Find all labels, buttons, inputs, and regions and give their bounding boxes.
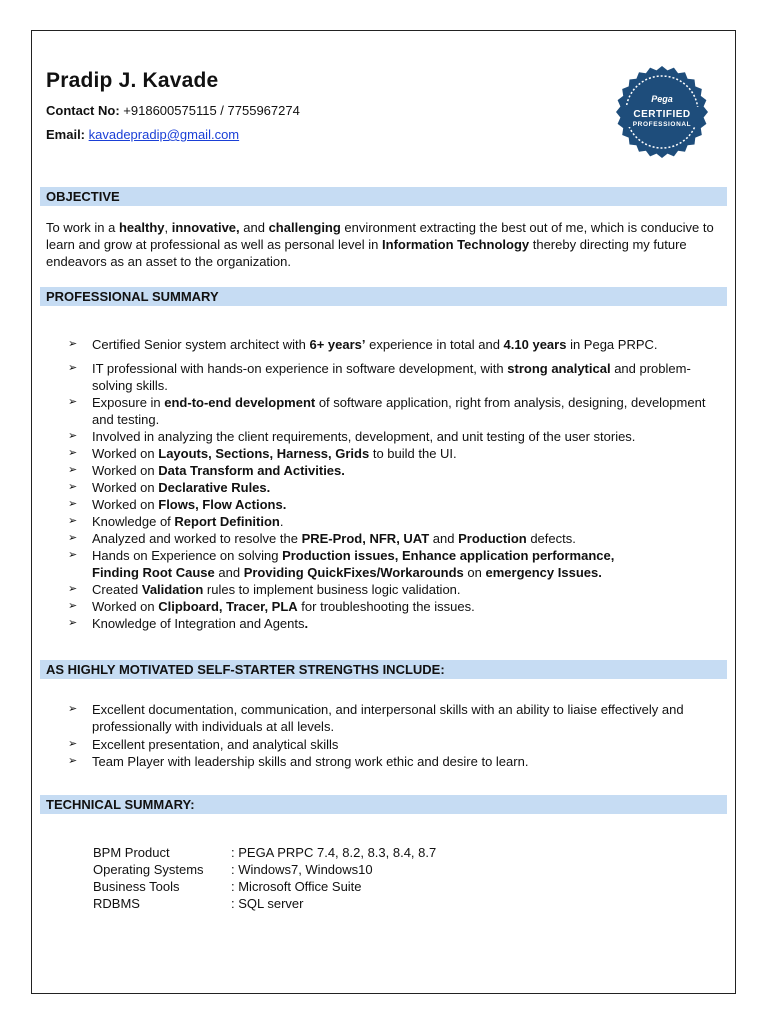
text-segment: Certified Senior system architect with [92,337,310,352]
bold-text: 4.10 years [503,337,567,352]
technical-row [93,895,436,912]
summary-item-text [92,337,658,352]
arrow-bullet-icon: ➢ [68,362,78,374]
summary-item [68,513,720,530]
arrow-bullet-icon: ➢ [68,755,78,767]
summary-item-text [92,395,705,427]
bold-text: healthy [118,220,165,235]
arrow-bullet-icon: ➢ [68,430,78,442]
text-segment: Hands on Experience on solving [92,548,283,563]
text-segment: rules to implement business logic validation. [203,582,461,597]
bold-text: Report Definition [174,514,280,529]
bold-text: Production [458,531,527,546]
bold-text: 6+ years’ [309,337,366,352]
arrow-bullet-icon: ➢ [68,532,78,544]
summary-item-text [92,582,461,597]
text-segment: Knowledge of [92,514,175,529]
bold-text: innovative, [171,220,240,235]
summary-item-text [92,548,614,580]
summary-item [68,445,720,462]
arrow-bullet-icon: ➢ [68,498,78,510]
technical-row [93,844,436,861]
bold-text: . [304,616,309,631]
arrow-bullet-icon: ➢ [68,738,78,750]
summary-item [68,428,720,445]
technical-key: Operating Systems [93,862,204,877]
text-segment: Knowledge of Integration and Agents [92,616,305,631]
badge-line1: CERTIFIED [633,109,691,120]
contact-line [46,103,300,118]
summary-item-text [92,514,283,529]
email-line [46,127,239,142]
technical-key: RDBMS [93,896,140,911]
text-segment: Worked on [92,480,159,495]
objective-heading: OBJECTIVE [40,187,727,206]
bold-text: strong analytical [507,361,611,376]
technical-value: : SQL server [231,896,304,911]
technical-heading: TECHNICAL SUMMARY: [40,795,727,814]
bold-text: end-to-end development [164,395,316,410]
technical-key: BPM Product [93,845,170,860]
contact-number: +918600575115 / 7755967274 [123,103,300,118]
technical-row [93,861,436,878]
arrow-bullet-icon: ➢ [68,481,78,493]
text-segment: Involved in analyzing the client requirements, development, and unit testing of the user stories. [92,429,636,444]
technical-value: : Windows7, Windows10 [231,862,373,877]
summary-item [68,547,720,581]
arrow-bullet-icon: ➢ [68,549,78,561]
bold-text: Declarative Rules. [158,480,271,495]
summary-item-text [92,446,457,461]
text-segment: and problem-solving skills. [92,361,691,393]
text-segment: . [279,514,284,529]
resume-page [31,30,736,994]
summary-item-text [92,497,286,512]
email-link[interactable]: kavadepradip@gmail.com [88,127,240,142]
bold-text: challenging [268,220,341,235]
strength-item-text: Team Player with leadership skills and strong work ethic and desire to learn. [92,754,529,769]
text-segment: for troubleshooting the issues. [297,599,475,614]
text-segment: Worked on [92,599,159,614]
bold-text: Finding Root Cause [92,565,215,580]
summary-item [68,336,720,353]
bold-text: PRE-Prod, NFR, UAT [301,531,430,546]
summary-item-text [92,429,635,444]
text-segment: Worked on [92,446,159,461]
summary-item [68,360,720,394]
summary-item [68,598,720,615]
bold-text: Validation [141,582,204,597]
summary-item [68,496,720,513]
badge-line2: PROFESSIONAL [632,121,692,128]
summary-item [68,530,720,547]
text-segment: to build the UI. [369,446,457,461]
text-segment: and [214,565,244,580]
strengths-heading: AS HIGHLY MOTIVATED SELF-STARTER STRENGTHS INCLUDE: [40,660,727,679]
strength-item [68,753,720,770]
text-segment: Created [92,582,142,597]
text-segment: in Pega PRPC. [566,337,658,352]
arrow-bullet-icon: ➢ [68,515,78,527]
text-segment: on [463,565,486,580]
bold-text: Clipboard, Tracer, PLA [158,599,298,614]
email-label: Email: [46,127,86,142]
technical-table [93,844,436,912]
summary-item-text [92,531,576,546]
arrow-bullet-icon: ➢ [68,583,78,595]
pega-certified-badge-icon [614,64,710,160]
strength-item-text: Excellent documentation, communication, and interpersonal skills with an ability to liaise effectively and professionally with individuals at all levels. [92,702,684,734]
text-segment: Worked on [92,497,159,512]
strength-item [68,701,720,735]
text-segment: and [239,220,269,235]
text-segment: thereby directing my future endeavors as an asset to the organization. [46,237,687,269]
strength-item-text: Excellent presentation, and analytical skills [92,737,339,752]
summary-item [68,462,720,479]
arrow-bullet-icon: ➢ [68,600,78,612]
arrow-bullet-icon: ➢ [68,338,78,350]
text-segment: Exposure in [92,395,165,410]
badge-brand: Pega [651,94,673,104]
text-segment: of software application, right from analysis, designing, development and testing. [92,395,706,427]
arrow-bullet-icon: ➢ [68,447,78,459]
bold-text: Layouts, Sections, Harness, Grids [158,446,370,461]
summary-item-text [92,361,691,393]
summary-item [68,615,720,632]
text-segment: , [164,220,172,235]
bold-text: Information Technology [382,237,530,252]
bold-text: Production issues, Enhance application performance, [282,548,615,563]
contact-label: Contact No: [46,103,120,118]
arrow-bullet-icon: ➢ [68,396,78,408]
summary-item [68,479,720,496]
summary-item-text [92,480,270,495]
bold-text: emergency Issues. [485,565,602,580]
summary-heading: PROFESSIONAL SUMMARY [40,287,727,306]
strengths-list [68,701,720,770]
summary-item [68,581,720,598]
summary-item-text [92,599,475,614]
arrow-bullet-icon: ➢ [68,703,78,715]
summary-item-text [92,463,345,478]
text-segment: defects. [526,531,576,546]
technical-value: : Microsoft Office Suite [231,879,362,894]
bold-text: Flows, Flow Actions. [158,497,287,512]
strength-item [68,736,720,753]
text-segment: IT professional with hands-on experience in software development, with [92,361,508,376]
technical-row [93,878,436,895]
summary-item-text [92,616,308,631]
summary-item [68,394,720,428]
text-segment: experience in total and [365,337,504,352]
bold-text: Data Transform and Activities. [158,463,345,478]
technical-value: : PEGA PRPC 7.4, 8.2, 8.3, 8.4, 8.7 [231,845,437,860]
bold-text: Providing QuickFixes/Workarounds [243,565,464,580]
arrow-bullet-icon: ➢ [68,617,78,629]
text-segment: environment extracting the best out of me, which is conducive to learn and grow at professional as well as personal level in [46,220,714,252]
technical-key: Business Tools [93,879,180,894]
text-segment: and [429,531,459,546]
text-segment: Worked on [92,463,159,478]
summary-list [68,336,720,632]
text-segment: Analyzed and worked to resolve the [92,531,302,546]
text-segment: To work in a [46,220,119,235]
arrow-bullet-icon: ➢ [68,464,78,476]
candidate-name: Pradip J. Kavade [46,69,219,92]
objective-text [46,219,716,270]
